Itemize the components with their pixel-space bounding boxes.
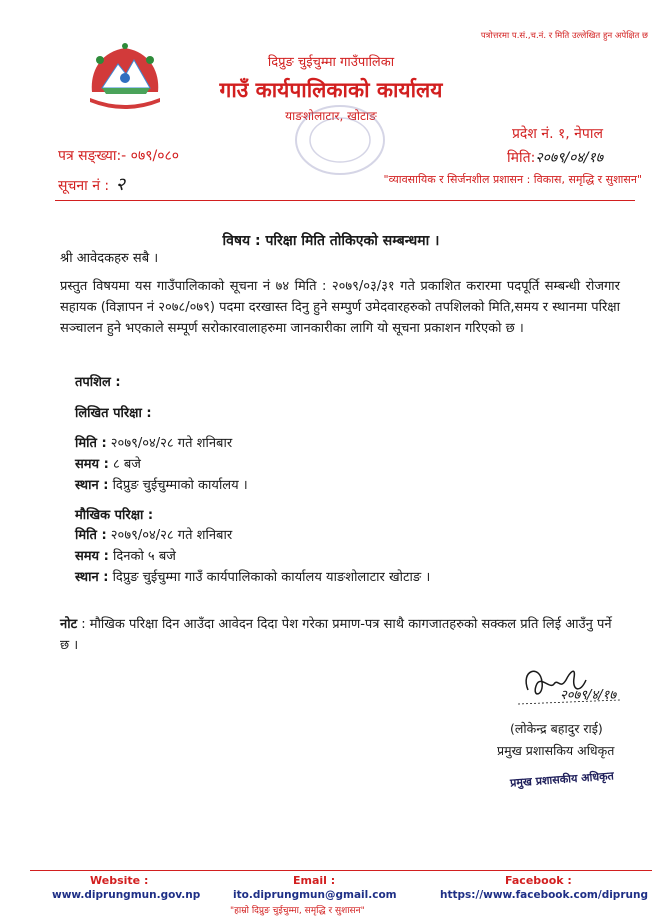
slogan: "व्यावसायिक र सिर्जनशील प्रशासन : विकास, समृद्धि र सुशासन": [383, 173, 642, 186]
written-time: [75, 454, 141, 472]
official-stamp: प्रमुख प्रशासकीय अधिकृत: [509, 769, 615, 790]
oral-time-value: दिनको ५ बजे: [112, 549, 176, 564]
faint-stamp-icon: [290, 100, 390, 180]
details-heading: तपशिल :: [75, 375, 121, 390]
reference-label: पत्र सङ्ख्या:-: [58, 148, 127, 164]
office-address: याङशोलाटार, खोटाङ: [285, 109, 377, 123]
footer-slogan: "हाम्रो दिप्रुङ चुईचुम्मा, समृद्धि र सुशासन": [230, 906, 365, 916]
signature-date: २०७९/४/१७: [560, 688, 617, 703]
oral-date: [75, 525, 232, 543]
oral-exam-title: मौखिक परिक्षा :: [75, 508, 154, 523]
written-date: [75, 433, 232, 451]
header-divider: [55, 200, 635, 201]
salutation: श्री आवेदकहरु सबै ।: [60, 251, 159, 266]
notice-label: सूचना नं :: [58, 178, 110, 194]
website-label: Website :: [90, 874, 149, 887]
oral-time: [75, 546, 176, 564]
facebook-link[interactable]: https://www.facebook.com/diprung: [440, 889, 648, 901]
oral-place: [75, 567, 430, 585]
note: [60, 614, 620, 656]
written-exam-title: लिखित परिक्षा :: [75, 406, 152, 421]
signer-title: प्रमुख प्रशासकिय अधिकृत: [497, 743, 615, 758]
oral-time-label: समय :: [75, 549, 109, 564]
date-value: २०७९/०४/१७: [535, 150, 603, 166]
footer-divider: [30, 870, 652, 871]
oral-date-label: मिति :: [75, 528, 107, 543]
note-text: : मौखिक परिक्षा दिन आउँदा आवेदन दिदा पेश गरेका प्रमाण-पत्र साथै कागजातहरुको सक्कल प्रति लिई आउँनु पर्ने छ ।: [60, 617, 612, 653]
facebook-label: Facebook :: [505, 874, 572, 887]
subject-line: विषय : परिक्षा मिति तोकिएको सम्बन्धमा ।: [222, 233, 440, 249]
email-link[interactable]: ito.diprungmun@gmail.com: [233, 889, 397, 901]
date-label: मिति:: [506, 150, 536, 166]
email-label: Email :: [293, 874, 336, 887]
notice-number: [58, 172, 125, 196]
oral-place-value: दिप्रुङ चुईचुम्मा गाउँ कार्यपालिकाको कार्यालय याङशोलाटार खोटाङ ।: [112, 570, 431, 585]
body-paragraph: प्रस्तुत विषयमा यस गाउँपालिकाको सूचना नं ७४ मिति : २०७९/०३/३१ गते प्रकाशित करारमा पदपूर्ति सम्बन्धी रोजगार सहायक (विज्ञापन नं २०७८/०७९) पदमा दरखास्त दिनु हुने सम्पुर्ण उमेदवारहरुको तपशिलको मिति,समय र स्थानमा परिक्षा सञ्चालन हुने भएकाले सम्पूर्ण सरोकारवालाहरुमा जानकारीका लागि यो सूचना प्रकाशन गरिएको छ ।: [60, 279, 620, 336]
reference-instruction: पत्रोत्तरमा प.सं.,च.नं. र मिति उल्लेखित हुन अपेक्षित छ: [480, 31, 648, 41]
oral-date-value: २०७९/०४/२८ गते शनिबार: [110, 528, 233, 543]
note-label: नोट: [60, 617, 78, 632]
province: प्रदेश नं. १, नेपाल: [511, 126, 603, 142]
written-time-label: समय :: [75, 457, 109, 472]
written-time-value: ८ बजे: [112, 457, 141, 472]
signer-name: (लोकेन्द्र बहादुर राई): [510, 721, 603, 736]
municipality-name: दिप्रुङ चुईचुम्मा गाउँपालिका: [267, 55, 395, 70]
written-date-value: २०७९/०४/२८ गते शनिबार: [110, 436, 233, 451]
reference-value: ०७९/०८०: [130, 148, 180, 164]
website-link[interactable]: www.diprungmun.gov.np: [52, 889, 201, 901]
letter-reference: [58, 146, 179, 165]
written-place-value: दिप्रुङ चुईचुम्माको कार्यालय ।: [112, 478, 248, 493]
letter-date: [507, 148, 603, 167]
written-place: [75, 475, 248, 493]
office-title: गाउँ कार्यपालिकाको कार्यालय: [219, 78, 443, 102]
oral-place-label: स्थान :: [75, 570, 109, 585]
written-place-label: स्थान :: [75, 478, 109, 493]
notice-value: २: [115, 174, 125, 195]
written-date-label: मिति :: [75, 436, 107, 451]
